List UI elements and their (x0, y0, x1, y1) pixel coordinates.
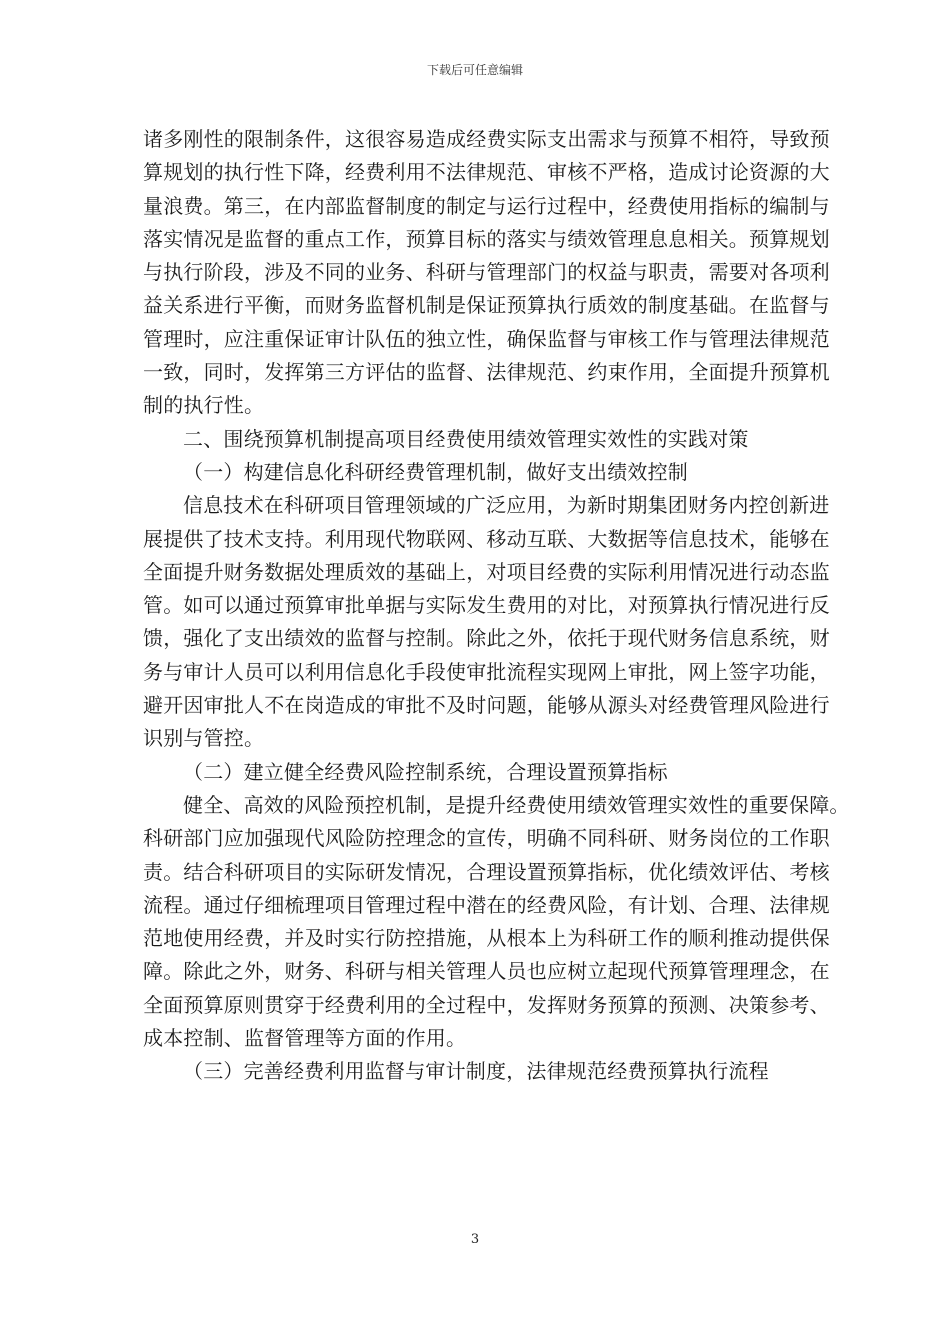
header-text: 下载后可任意编辑 (426, 63, 523, 77)
paragraph-first-line: 信息技术在科研项目管理领域的广泛应用，为新时期集团财务内控创新进 (183, 493, 830, 518)
text-line: 诸多刚性的限制条件，这很容易造成经费实际支出需求与预算不相符，导致预 (143, 127, 830, 151)
subsection-heading: （二）建立健全经费风险控制系统，合理设置预算指标 (183, 759, 668, 784)
subsection-heading: （三）完善经费利用监督与审计制度，法律规范经费预算执行流程 (183, 1059, 769, 1084)
text-line: 管理时，应注重保证审计队伍的独立性，确保监督与审核工作与管理法律规范 (143, 326, 830, 351)
text-line: 馈，强化了支出绩效的监督与控制。除此之外，依托于现代财务信息系统，财 (143, 626, 830, 651)
text-line: 范地使用经费，并及时实行防控措施，从根本上为科研工作的顺利推动提供保 (143, 926, 830, 951)
text-line: 落实情况是监督的重点工作，预算目标的落实与绩效管理息息相关。预算规划 (143, 226, 830, 251)
text-line: 全面预算原则贯穿于经费利用的全过程中，发挥财务预算的预测、决策参考、 (143, 992, 830, 1017)
page-number: 3 (470, 1232, 480, 1247)
text-line: 避开因审批人不在岗造成的审批不及时问题，能够从源头对经费管理风险进行 (143, 693, 830, 718)
text-line: 展提供了技术支持。利用现代物联网、移动互联、大数据等信息技术，能够在 (143, 526, 830, 551)
paragraph-first-line: 健全、高效的风险预控机制，是提升经费使用绩效管理实效性的重要保障。 (183, 792, 850, 817)
text-line: 成本控制、监督管理等方面的作用。 (143, 1026, 467, 1051)
subsection-heading: （一）构建信息化科研经费管理机制，做好支出绩效控制 (183, 459, 688, 484)
document-body (143, 123, 850, 1089)
text-line: 科研部门应加强现代风险防控理念的宣传，明确不同科研、财务岗位的工作职 (143, 826, 830, 851)
text-line: 责。结合科研项目的实际研发情况，合理设置预算指标，优化绩效评估、考核 (143, 859, 830, 884)
text-line: 与执行阶段，涉及不同的业务、科研与管理部门的权益与职责，需要对各项利 (143, 260, 830, 285)
section-heading: 二、围绕预算机制提高项目经费使用绩效管理实效性的实践对策 (183, 426, 749, 451)
text-line: 益关系进行平衡，而财务监督机制是保证预算执行质效的制度基础。在监督与 (143, 293, 830, 318)
page-header (0, 62, 950, 78)
text-line: 制的执行性。 (143, 393, 265, 418)
text-line: 务与审计人员可以利用信息化手段使审批流程实现网上审批，网上签字功能， (143, 659, 830, 684)
text-line: 管。如可以通过预算审批单据与实际发生费用的对比，对预算执行情况进行反 (143, 593, 830, 618)
text-line: 量浪费。第三，在内部监督制度的制定与运行过程中，经费使用指标的编制与 (143, 193, 830, 218)
text-line: 识别与管控。 (143, 726, 265, 751)
text-line: 算规划的执行性下降，经费利用不法律规范、审核不严格，造成讨论资源的大 (143, 160, 830, 185)
text-line: 全面提升财务数据处理质效的基础上，对项目经费的实际利用情况进行动态监 (143, 559, 830, 584)
text-line: 流程。通过仔细梳理项目管理过程中潜在的经费风险，有计划、合理、法律规 (143, 892, 830, 917)
text-line: 一致，同时，发挥第三方评估的监督、法律规范、约束作用，全面提升预算机 (143, 360, 830, 385)
text-line: 障。除此之外，财务、科研与相关管理人员也应树立起现代预算管理理念，在 (143, 959, 830, 984)
